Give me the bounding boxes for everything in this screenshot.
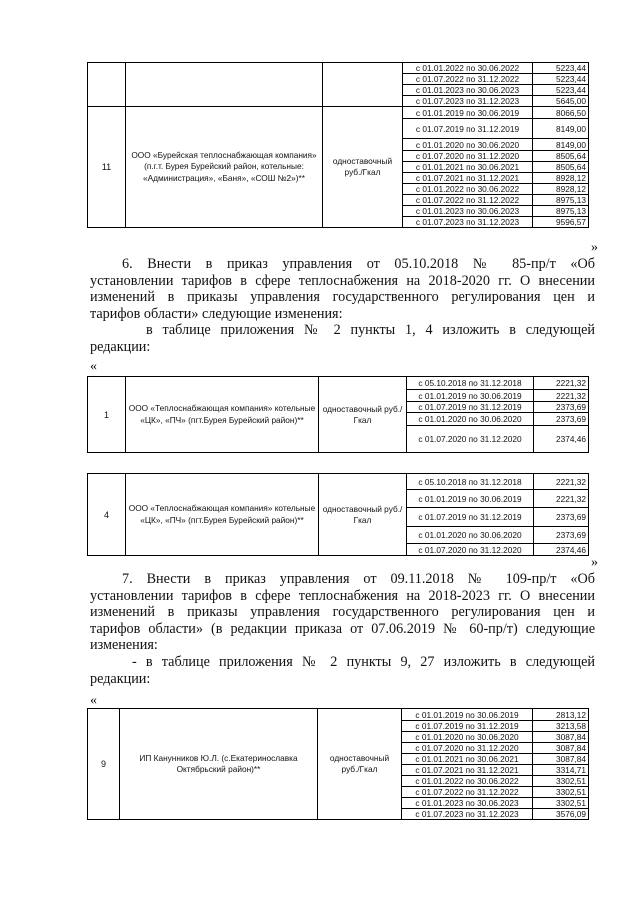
- period-cell: с 01.07.2021 по 31.12.2021: [402, 765, 533, 776]
- price-cell: 8505,64: [533, 162, 589, 173]
- period-cell: с 01.01.2023 по 30.06.2023: [403, 206, 533, 217]
- price-cell: 8149,00: [533, 119, 589, 139]
- paragraph-line: 6. Внести в приказ управления от 05.10.2018 № 85-пр/т «Об: [122, 256, 595, 272]
- period-cell: с 01.07.2022 по 31.12.2022: [402, 787, 533, 798]
- price-cell: 2221,32: [534, 474, 589, 490]
- paragraph-line: тарифов области» (в редакции приказа от 07.06.2019 № 60-пр/т) следующие: [90, 620, 595, 637]
- period-cell: с 01.07.2022 по 31.12.2022: [403, 195, 533, 206]
- period-cell: с 01.01.2019 по 30.06.2019: [402, 709, 533, 721]
- price-cell: 8149,00: [533, 139, 589, 151]
- paragraph-line: установлении тарифов в сфере теплоснабжения на 2018-2023 гг. О внесении: [90, 587, 595, 604]
- price-cell: 2813,12: [533, 709, 589, 721]
- period-cell: с 01.07.2022 по 31.12.2022: [403, 74, 533, 85]
- opening-quote: «: [90, 693, 97, 708]
- table-row: [88, 709, 589, 721]
- price-cell: 8066,50: [533, 107, 589, 119]
- paragraph-7: [90, 571, 595, 687]
- closing-quote: »: [591, 240, 598, 255]
- paragraph-line: редакции:: [90, 338, 151, 355]
- period-cell: с 01.01.2022 по 30.06.2022: [402, 776, 533, 787]
- paragraph-line: - в таблице приложения № 2 пункты 9, 27 изложить в следующей: [132, 653, 595, 670]
- price-cell: 2221,32: [534, 390, 589, 402]
- tariff-table-item-4: [87, 473, 589, 556]
- paragraph-line: изменения:: [90, 637, 158, 654]
- table-row: [88, 107, 589, 119]
- price-cell: 8505,64: [533, 151, 589, 162]
- period-cell: с 01.01.2020 по 30.06.2020: [407, 527, 534, 544]
- period-cell: с 01.01.2023 по 30.06.2023: [402, 798, 533, 809]
- table-cell-empty: [126, 63, 323, 107]
- period-cell: с 01.07.2019 по 31.12.2019: [402, 721, 533, 732]
- price-cell: 5645,00: [533, 96, 589, 107]
- price-cell: 2374,46: [534, 544, 589, 556]
- price-cell: 3302,51: [533, 787, 589, 798]
- period-cell: с 01.01.2020 по 30.06.2020: [402, 732, 533, 743]
- tariff-unit: одноставочный руб./Гкал: [319, 377, 407, 453]
- table-cell-empty: [88, 63, 126, 107]
- table-cell-empty: [323, 63, 403, 107]
- price-cell: 8928,12: [533, 173, 589, 184]
- table-row: [88, 63, 589, 74]
- table-row: [88, 474, 589, 490]
- price-cell: 8975,13: [533, 195, 589, 206]
- closing-quote: »: [591, 555, 598, 570]
- price-cell: 5223,44: [533, 74, 589, 85]
- organization-name: ООО «Теплоснабжающая компания» котельные «ЦК», «ПЧ» (пгт.Бурея Бурейский район)**: [126, 377, 319, 453]
- period-cell: с 01.01.2023 по 30.06.2023: [403, 85, 533, 96]
- paragraph-line: 7. Внести в приказ управления от 09.11.2018 № 109-пр/т «Об: [122, 571, 595, 587]
- row-number: 4: [88, 474, 126, 556]
- period-cell: с 01.01.2019 по 30.06.2019: [403, 107, 533, 119]
- price-cell: 5223,44: [533, 63, 589, 74]
- organization-name: ООО «Теплоснабжающая компания» котельные «ЦК», «ПЧ» (пгт.Бурея Бурейский район)**: [126, 474, 319, 556]
- tariff-unit: одноставочный руб./Гкал: [323, 107, 403, 228]
- period-cell: с 01.01.2020 по 30.06.2020: [407, 413, 534, 426]
- price-cell: 5223,44: [533, 85, 589, 96]
- period-cell: с 01.07.2019 по 31.12.2019: [407, 508, 534, 527]
- tariff-table-item-1: [87, 376, 589, 453]
- period-cell: с 01.01.2021 по 30.06.2021: [402, 754, 533, 765]
- period-cell: с 01.07.2019 по 31.12.2019: [403, 119, 533, 139]
- period-cell: с 01.07.2023 по 31.12.2023: [403, 96, 533, 107]
- row-number: 1: [88, 377, 126, 453]
- table-row: [88, 377, 589, 390]
- price-cell: 2374,46: [534, 426, 589, 453]
- period-cell: с 01.01.2020 по 30.06.2020: [403, 139, 533, 151]
- paragraph-6: [90, 256, 595, 356]
- period-cell: с 01.01.2021 по 30.06.2021: [403, 162, 533, 173]
- price-cell: 3087,84: [533, 743, 589, 754]
- paragraph-line: в таблице приложения № 2 пункты 1, 4 изложить в следующей: [146, 322, 595, 339]
- paragraph-line: редакции:: [90, 670, 151, 687]
- price-cell: 3302,51: [533, 776, 589, 787]
- period-cell: с 01.07.2023 по 31.12.2023: [403, 217, 533, 228]
- price-cell: 2373,69: [534, 508, 589, 527]
- tariff-unit: одноставочный руб./Гкал: [318, 709, 402, 820]
- price-cell: 8928,12: [533, 184, 589, 195]
- price-cell: 8975,13: [533, 206, 589, 217]
- organization-name: ООО «Бурейская теплоснабжающая компания» (п.г.т. Бурея Бурейский район, котельные: «Администрация», «Баня», «СОШ №2»)**: [126, 107, 323, 228]
- opening-quote: «: [90, 359, 97, 374]
- price-cell: 3314,71: [533, 765, 589, 776]
- period-cell: с 01.01.2022 по 30.06.2022: [403, 63, 533, 74]
- price-cell: 2221,32: [534, 490, 589, 508]
- organization-name: ИП Канунников Ю.Л. (с.Екатеринославка Октябрьский район)**: [120, 709, 318, 820]
- tariff-unit: одноставочный руб./Гкал: [319, 474, 407, 556]
- row-number: 9: [88, 709, 120, 820]
- price-cell: 3087,84: [533, 732, 589, 743]
- price-cell: 3213,58: [533, 721, 589, 732]
- period-cell: с 01.01.2022 по 30.06.2022: [403, 184, 533, 195]
- price-cell: 2373,69: [534, 413, 589, 426]
- price-cell: 2373,69: [534, 402, 589, 413]
- price-cell: 3087,84: [533, 754, 589, 765]
- price-cell: 3576,09: [533, 809, 589, 820]
- period-cell: с 01.07.2020 по 31.12.2020: [407, 426, 534, 453]
- tariff-table-continued: [87, 62, 589, 228]
- paragraph-line: тарифов области» следующие изменения:: [90, 305, 343, 322]
- price-cell: 3302,51: [533, 798, 589, 809]
- period-cell: с 01.07.2020 по 31.12.2020: [403, 151, 533, 162]
- paragraph-line: изменений в приказы управления государственного регулирования цен и: [90, 289, 595, 306]
- price-cell: 9596,57: [533, 217, 589, 228]
- period-cell: с 01.07.2019 по 31.12.2019: [407, 402, 534, 413]
- price-cell: 2221,32: [534, 377, 589, 390]
- period-cell: с 01.01.2019 по 30.06.2019: [407, 490, 534, 508]
- period-cell: с 01.01.2019 по 30.06.2019: [407, 390, 534, 402]
- period-cell: с 01.07.2021 по 31.12.2021: [403, 173, 533, 184]
- period-cell: с 01.07.2023 по 31.12.2023: [402, 809, 533, 820]
- period-cell: с 05.10.2018 по 31.12.2018: [407, 377, 534, 390]
- period-cell: с 05.10.2018 по 31.12.2018: [407, 474, 534, 490]
- period-cell: с 01.07.2020 по 31.12.2020: [407, 544, 534, 556]
- row-number: 11: [88, 107, 126, 228]
- paragraph-line: изменений в приказы управления государственного регулирования цен и: [90, 604, 595, 621]
- period-cell: с 01.07.2020 по 31.12.2020: [402, 743, 533, 754]
- tariff-table-item-9: [87, 708, 589, 820]
- paragraph-line: установлении тарифов в сфере теплоснабжения на 2018-2020 гг. О внесении: [90, 272, 595, 289]
- price-cell: 2373,69: [534, 527, 589, 544]
